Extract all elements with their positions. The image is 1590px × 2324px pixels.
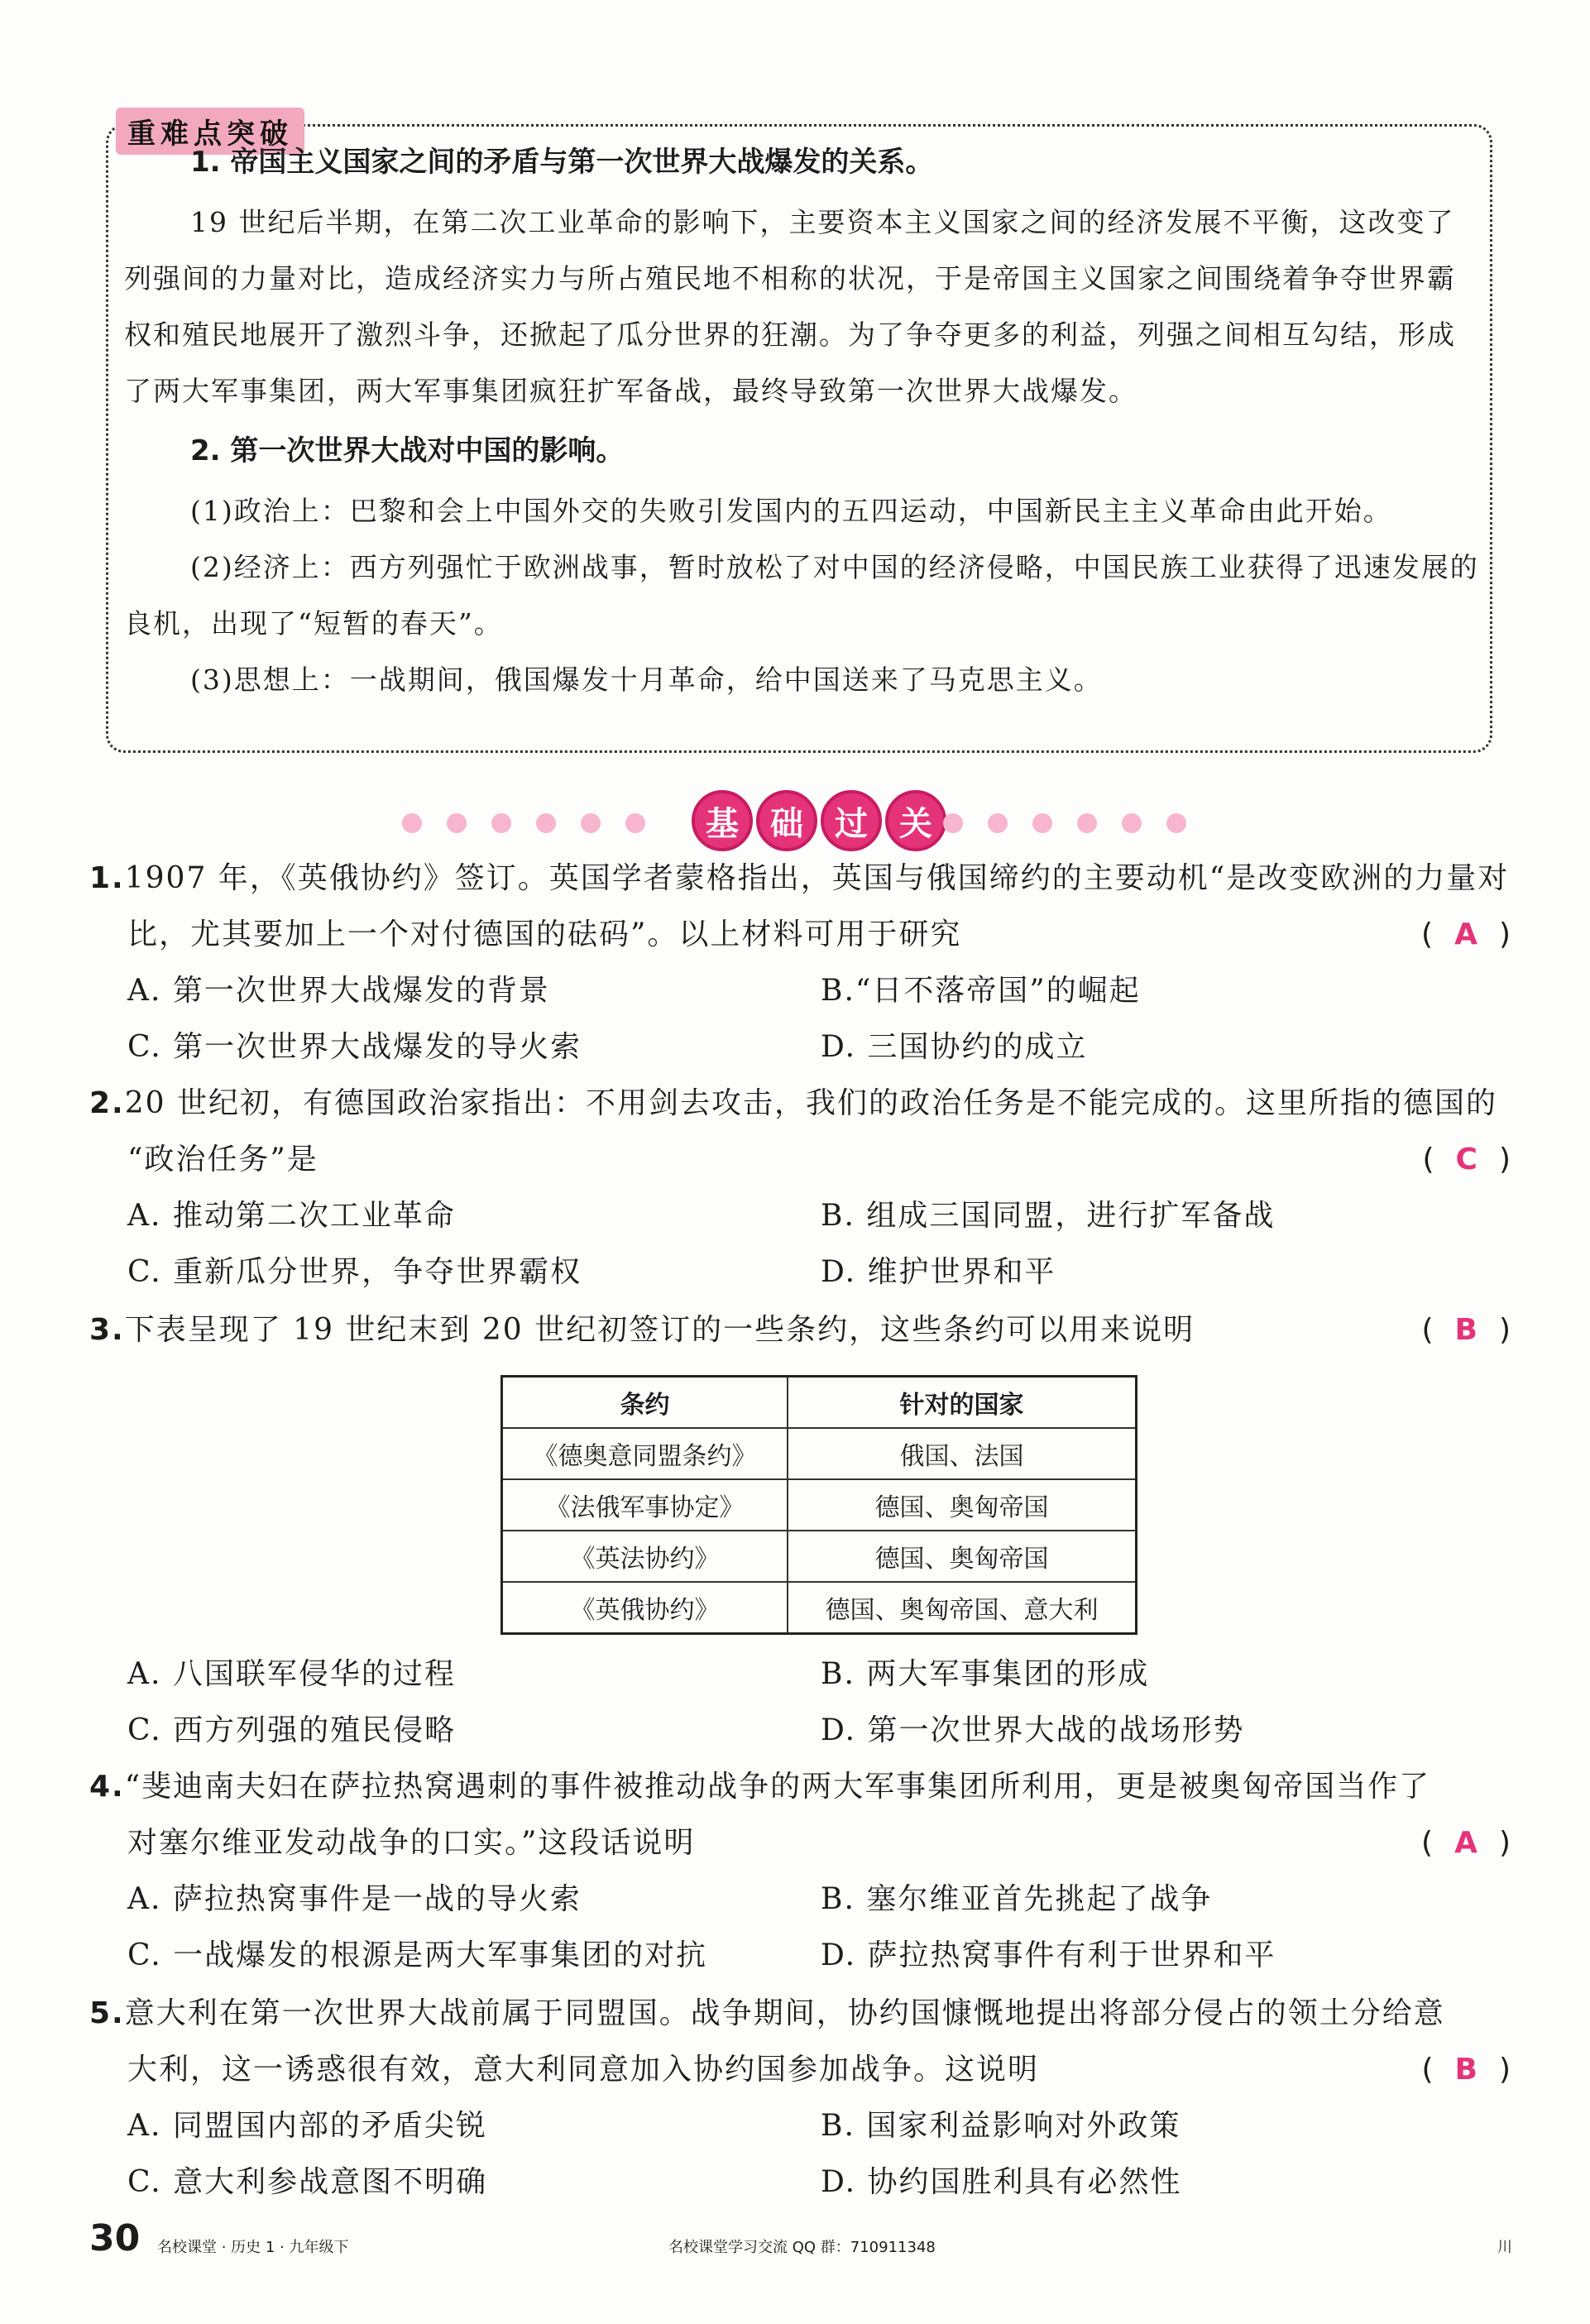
answer-letter: A: [1454, 918, 1479, 951]
table-row: [502, 1582, 1137, 1634]
section-title-char: 过: [821, 790, 882, 851]
book-title: 名校课堂 · 历史 1 · 九年级下: [157, 2239, 349, 2256]
question-text: 对塞尔维亚发动战争的口实。”这段话说明: [127, 1826, 696, 1860]
question-text: “政治任务”是: [127, 1143, 318, 1176]
option-c: C. 一战爆发的根源是两大军事集团的对抗: [127, 1938, 708, 1972]
qq-group: 名校课堂学习交流 QQ 群：710911348: [668, 2239, 936, 2256]
section-title-char: 关: [885, 790, 946, 851]
table-row: [502, 1479, 1137, 1531]
key-points-tag: 重难点突破: [116, 108, 304, 155]
option-c: C. 意大利参战意图不明确: [127, 2165, 488, 2199]
table-cell: 《英法协约》: [502, 1531, 788, 1582]
question-text: 下表呈现了 19 世纪末到 20 世纪初签订的一些条约，这些条约可以用来说明: [124, 1313, 1195, 1347]
question-3-options: [89, 1646, 1512, 1759]
section-banner: [0, 790, 1590, 856]
option-d: D. 维护世界和平: [821, 1255, 1056, 1289]
option-b: B. 国家利益影响对外政策: [821, 2109, 1181, 2143]
key-point-heading-2: 2. 第一次世界大战对中国的影响。: [190, 434, 625, 467]
key-points-content: [124, 139, 1481, 708]
option-c: C. 重新瓜分世界，争夺世界霸权: [127, 1255, 582, 1289]
table-header: 条约: [502, 1377, 788, 1429]
region-mark: 川: [1497, 2239, 1512, 2256]
table-cell: 《英俄协约》: [502, 1582, 788, 1634]
question-2: [89, 1076, 1512, 1301]
option-d: D. 萨拉热窝事件有利于世界和平: [821, 1938, 1276, 1972]
answer-letter: B: [1454, 1313, 1479, 1347]
section-title-char: 础: [756, 790, 817, 851]
option-d: D. 第一次世界大战的战场形势: [821, 1713, 1245, 1747]
option-c: C. 第一次世界大战爆发的导火索: [127, 1030, 582, 1064]
question-text: 20 世纪初，有德国政治家指出：不用剑去攻击，我们的政治任务是不能完成的。这里所指的德国的: [124, 1086, 1497, 1120]
option-b: B.“日不落帝国”的崛起: [821, 974, 1141, 1008]
question-text: 1907 年，《英俄协约》签订。英国学者蒙格指出，英国与俄国缔约的主要动机“是改变欧洲的力量对: [124, 861, 1510, 895]
option-d: D. 三国协约的成立: [821, 1030, 1088, 1064]
table-cell: 德国、奥匈帝国: [788, 1479, 1137, 1531]
page-number: 30: [89, 2217, 141, 2259]
key-point-paragraph-1: 19 世纪后半期，在第二次工业革命的影响下，主要资本主义国家之间的经济发展不平衡，这改变了列强间的力量对比，造成经济实力与所占殖民地不相称的状况，于是帝国主义国家之间围绕着争夺世界霸权和殖民地展开了激烈斗争，还掀起了瓜分世界的狂潮。为了争夺更多的利益，列强之间相互勾结，形成了两大军事集团，两大军事集团疯狂扩军备战，最终导致第一次世界大战爆发。: [124, 206, 1456, 407]
option-a: A. 同盟国内部的矛盾尖锐: [127, 2109, 487, 2143]
banner-dots-right: [943, 813, 1186, 833]
key-point-item-1: (1)政治上：巴黎和会上中国外交的失败引发国内的五四运动，中国新民主主义革命由此开始。: [190, 495, 1392, 527]
table-header: 针对的国家: [788, 1377, 1137, 1429]
table-cell: 德国、奥匈帝国: [788, 1531, 1137, 1582]
table-row: [502, 1428, 1137, 1479]
question-number: 1.: [89, 861, 125, 895]
section-title-char: 基: [692, 790, 753, 851]
answer-letter: B: [1454, 2053, 1479, 2087]
answer-letter: A: [1454, 1826, 1479, 1860]
option-b: B. 组成三国同盟，进行扩军备战: [821, 1199, 1276, 1233]
question-number: 3.: [89, 1313, 125, 1347]
question-text: 比，尤其要加上一个对付德国的砝码”。以上材料可用于研究: [127, 918, 962, 951]
answer-bracket: ( C ): [1422, 1143, 1512, 1176]
question-3: [89, 1302, 1512, 1358]
answer-bracket: ( A ): [1421, 1826, 1512, 1860]
option-a: A. 第一次世界大战爆发的背景: [127, 974, 550, 1008]
question-number: 5.: [89, 1996, 125, 2030]
question-number: 2.: [89, 1086, 125, 1120]
question-1: [89, 851, 1512, 1076]
treaty-table: [500, 1375, 1137, 1635]
table-cell: 俄国、法国: [788, 1428, 1137, 1479]
option-b: B. 两大军事集团的形成: [821, 1657, 1150, 1691]
option-c: C. 西方列强的殖民侵略: [127, 1713, 457, 1747]
option-a: A. 推动第二次工业革命: [127, 1199, 456, 1233]
answer-bracket: ( B ): [1421, 1313, 1512, 1347]
question-text: 意大利在第一次世界大战前属于同盟国。战争期间，协约国慷慨地提出将部分侵占的领土分给意: [124, 1996, 1445, 2030]
question-text: 大利，这一诱惑很有效，意大利同意加入协约国参加战争。这说明: [127, 2053, 1040, 2087]
answer-bracket: ( A ): [1421, 918, 1512, 951]
answer-bracket: ( B ): [1421, 2053, 1512, 2087]
question-number: 4.: [89, 1770, 125, 1804]
question-text: “斐迪南夫妇在萨拉热窝遇刺的事件被推动战争的两大军事集团所利用，更是被奥匈帝国当作了: [124, 1770, 1431, 1804]
section-title: [692, 790, 946, 851]
banner-dots-left: [402, 813, 645, 833]
question-5: [89, 1986, 1512, 2211]
answer-letter: C: [1455, 1143, 1479, 1176]
table-cell: 德国、奥匈帝国、意大利: [788, 1582, 1137, 1634]
table-header-row: [502, 1377, 1137, 1429]
table-row: [502, 1531, 1137, 1582]
key-point-heading-1: 1. 帝国主义国家之间的矛盾与第一次世界大战爆发的关系。: [190, 146, 934, 179]
option-d: D. 协约国胜利具有必然性: [821, 2165, 1182, 2199]
option-a: A. 八国联军侵华的过程: [127, 1657, 456, 1691]
table-cell: 《德奥意同盟条约》: [502, 1428, 788, 1479]
option-b: B. 塞尔维亚首先挑起了战争: [821, 1882, 1213, 1916]
key-point-item-3: (3)思想上：一战期间，俄国爆发十月革命，给中国送来了马克思主义。: [190, 664, 1103, 696]
option-a: A. 萨拉热窝事件是一战的导火索: [127, 1882, 582, 1916]
key-point-item-2: (2)经济上：西方列强忙于欧洲战事，暂时放松了对中国的经济侵略，中国民族工业获得了迅速发展的良机，出现了“短暂的春天”。: [124, 551, 1479, 640]
table-cell: 《法俄军事协定》: [502, 1479, 788, 1531]
page-footer: [89, 2217, 1512, 2267]
question-4: [89, 1759, 1512, 1984]
